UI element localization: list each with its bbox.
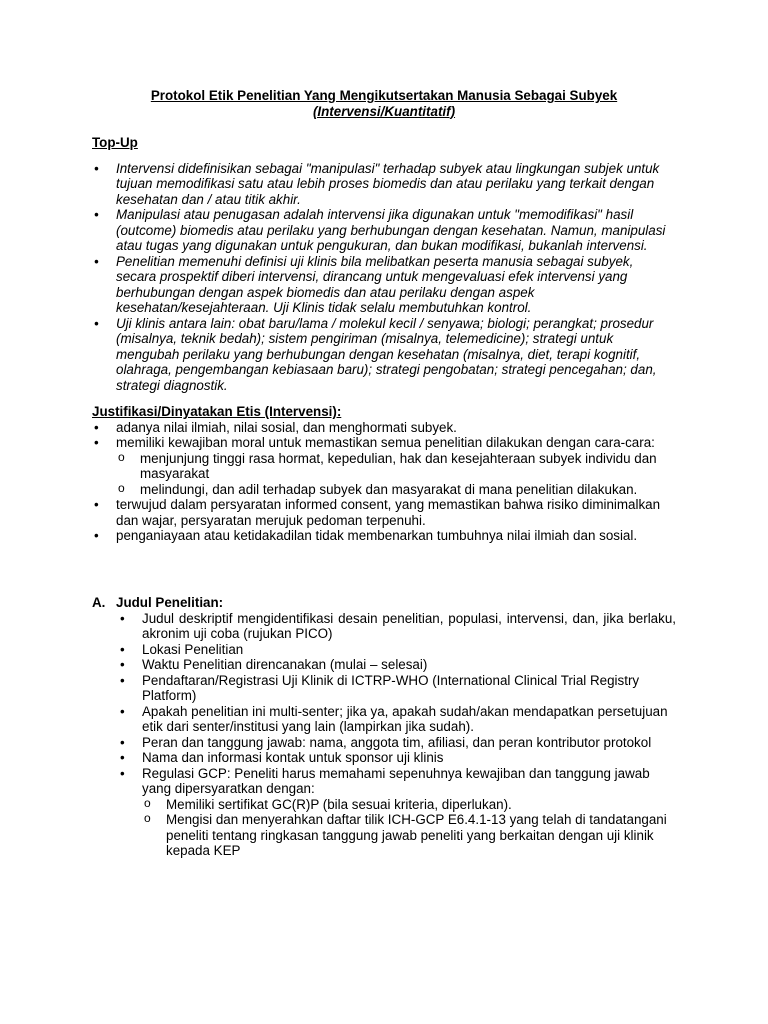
section-a-item: [118, 766, 676, 859]
section-a-item-text: Regulasi GCP: Peneliti harus memahami sepenuhnya kewajiban dan tanggung jawab yang dipersyaratkan dengan:: [142, 765, 650, 796]
section-a-item: • Waktu Penelitian direncanakan (mulai – selesai): [118, 657, 676, 673]
justifikasi-item: • terwujud dalam persyaratan informed consent, yang memastikan bahwa risiko diminimalkan dan wajar, persyaratan merujuk pedoman terpenuhi.: [92, 497, 676, 528]
justifikasi-subitem: o menjunjung tinggi rasa hormat, kepedulian, hak dan kesejahteraan subyek individu dan masyarakat: [92, 451, 676, 482]
title-line-2: (Intervensi/Kuantitatif): [312, 103, 456, 119]
section-a-item: • Peran dan tanggung jawab: nama, anggota tim, afiliasi, dan peran kontributor protokol: [118, 735, 676, 751]
topup-item: • Manipulasi atau penugasan adalah intervensi jika digunakan untuk "memodifikasi" hasil (outcome) biomedis atau perilaku yang berhubungan dengan kesehatan. Namun, manipulasi atau tugas yang digunakan untuk pengukuran, dan bukan modifikasi, bukanlah intervensi.: [92, 207, 676, 254]
section-a-subitem: o Memiliki sertifikat GC(R)P (bila sesuai kriteria, diperlukan).: [118, 797, 676, 813]
topup-list: [92, 161, 676, 394]
justifikasi-heading: Justifikasi/Dinyatakan Etis (Intervensi):: [92, 404, 342, 419]
topup-section: [92, 135, 676, 393]
topup-item: • Uji klinis antara lain: obat baru/lama / molekul kecil / senyawa; biologi; perangkat; prosedur (misalnya, teknik bedah); sistem pengiriman (misalnya, telemedicine); strategi untuk mengubah perilaku yang berhubungan dengan kesehatan (misalnya, diet, terapi kognitif, olahraga, pengembangan kebiasaan baru); strategi pengobatan; strategi pencegahan; dan, strategi diagnostik.: [92, 316, 676, 394]
justifikasi-subitem: o melindungi, dan adil terhadap subyek dan masyarakat di mana penelitian dilakukan.: [92, 482, 676, 498]
section-a-sublist: [118, 797, 676, 859]
section-a-item: • Lokasi Penelitian: [118, 642, 676, 658]
section-a-item: • Judul deskriptif mengidentifikasi desain penelitian, populasi, intervensi, dan, jika berlaku, akronim uji coba (rujukan PICO): [118, 611, 676, 642]
justifikasi-item: [92, 435, 676, 497]
section-a-item: • Pendaftaran/Registrasi Uji Klinik di ICTRP-WHO (International Clinical Trial Registry Platform): [118, 673, 676, 704]
section-a-letter: A.: [92, 595, 106, 610]
section-a-item: • Nama dan informasi kontak untuk sponsor uji klinis: [118, 750, 676, 766]
topup-item: • Penelitian memenuhi definisi uji klinis bila melibatkan peserta manusia sebagai subyek, secara prospektif diberi intervensi, dirancang untuk mengevaluasi efek intervensi yang berhubungan dengan aspek biomedis dan atau perilaku dengan aspek kesehatan/kesejahteraan. Uji Klinis tidak selalu membutuhkan kontrol.: [92, 254, 676, 316]
justifikasi-item: • adanya nilai ilmiah, nilai sosial, dan menghormati subyek.: [92, 420, 676, 436]
justifikasi-item: • penganiayaan atau ketidakadilan tidak membenarkan tumbuhnya nilai ilmiah dan sosial.: [92, 528, 676, 544]
justifikasi-section: [92, 404, 676, 544]
section-a-heading: [92, 595, 676, 611]
section-a-title: Judul Penelitian:: [116, 595, 224, 610]
section-a-list: [118, 611, 676, 859]
section-a: [92, 595, 676, 859]
section-a-item: • Apakah penelitian ini multi-senter; jika ya, apakah sudah/akan mendapatkan persetujuan etik dari senter/institusi yang lain (lampirkan jika sudah).: [118, 704, 676, 735]
topup-heading: Top-Up: [92, 135, 138, 150]
justifikasi-list: [92, 420, 676, 544]
section-a-subitem: o Mengisi dan menyerahkan daftar tilik ICH-GCP E6.4.1-13 yang telah di tandatangani peneliti tentang ringkasan tanggung jawab peneliti yang berkaitan dengan uji klinik kepada KEP: [118, 812, 676, 859]
document-title: [0, 88, 768, 119]
justifikasi-sublist: [92, 451, 676, 498]
topup-item: • Intervensi didefinisikan sebagai "manipulasi" terhadap subyek atau lingkungan subjek untuk tujuan memodifikasi satu atau lebih proses biomedis dan atau perilaku yang terkait dengan kesehatan dan / atau titik akhir.: [92, 161, 676, 208]
justifikasi-item-text: memiliki kewajiban moral untuk memastikan semua penelitian dilakukan dengan cara-cara:: [116, 435, 655, 450]
title-line-1: Protokol Etik Penelitian Yang Mengikutsertakan Manusia Sebagai Subyek: [150, 88, 618, 103]
